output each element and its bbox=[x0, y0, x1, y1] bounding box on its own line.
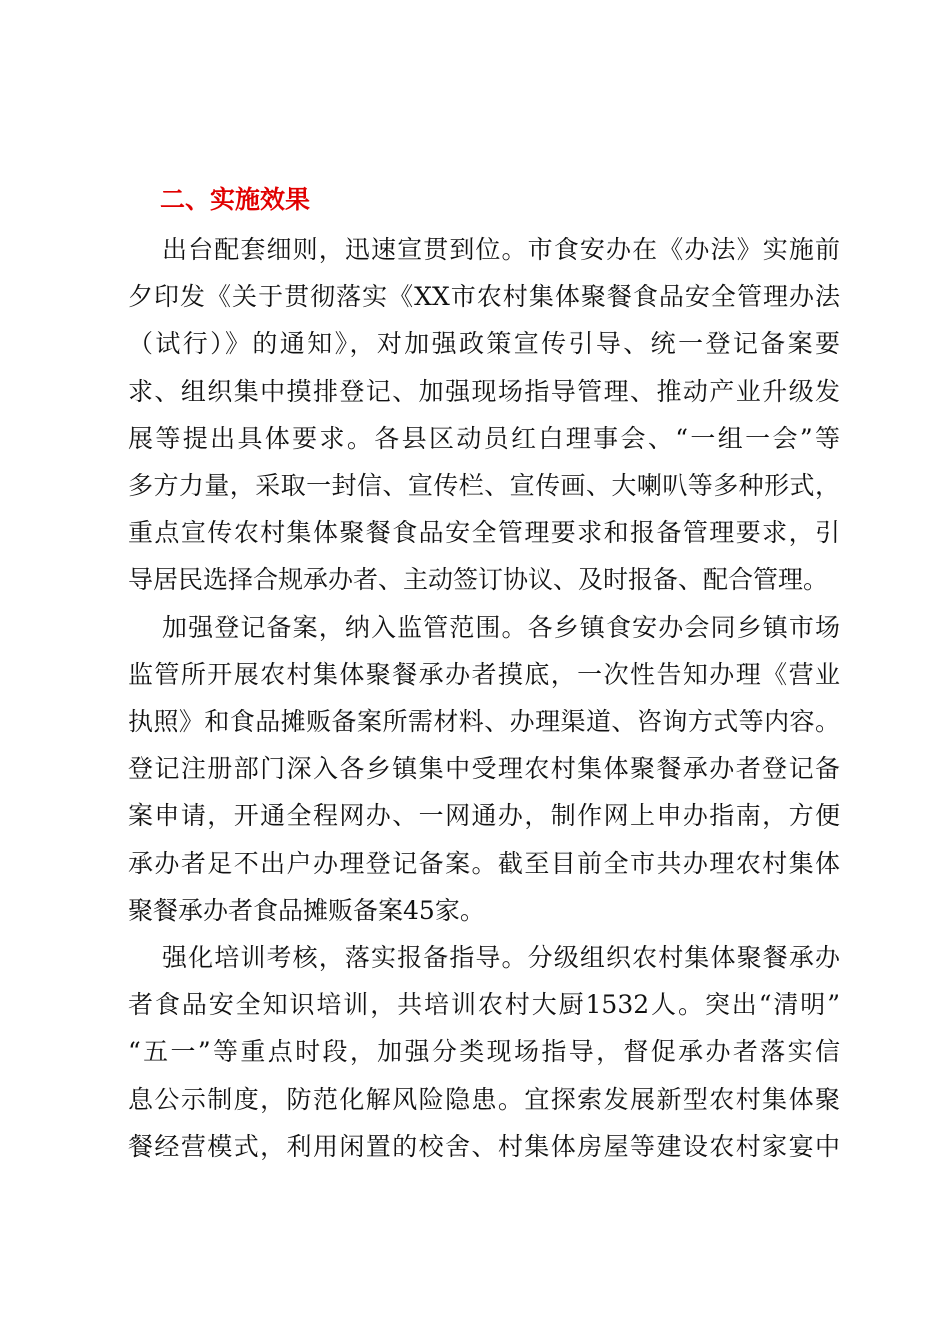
paragraph-line: （试行）》的通知》，对加强政策宣传引导、统一登记备案要 bbox=[128, 329, 840, 359]
paragraph-line: 展等提出具体要求。各县区动员红白理事会、“一组一会”等 bbox=[128, 423, 840, 453]
paragraph-line: 多方力量，采取一封信、宣传栏、宣传画、大喇叭等多种形式， bbox=[128, 471, 840, 501]
paragraph-line: 息公示制度，防范化解风险隐患。宜探索发展新型农村集体聚 bbox=[128, 1084, 840, 1114]
paragraph-line: 执照》和食品摊贩备案所需材料、办理渠道、咨询方式等内容。 bbox=[128, 707, 840, 737]
paragraph-3 bbox=[128, 934, 840, 1170]
paragraph-line: 登记注册部门深入各乡镇集中受理农村集体聚餐承办者登记备 bbox=[128, 754, 840, 784]
paragraph-line: 承办者足不出户办理登记备案。截至目前全市共办理农村集体 bbox=[128, 848, 840, 878]
paragraph-line: 加强登记备案，纳入监管范围。各乡镇食安办会同乡镇市场 bbox=[162, 612, 840, 642]
paragraph-line: 聚餐承办者食品摊贩备案45家。 bbox=[128, 895, 485, 925]
paragraph-line: 求、组织集中摸排登记、加强现场指导管理、推动产业升级发 bbox=[128, 376, 840, 406]
paragraph-line: 重点宣传农村集体聚餐食品安全管理要求和报备管理要求，引 bbox=[128, 518, 840, 548]
paragraph-line: 出台配套细则，迅速宣贯到位。市食安办在《办法》实施前 bbox=[162, 235, 840, 264]
paragraph-line: “五一”等重点时段，加强分类现场指导，督促承办者落实信 bbox=[128, 1037, 840, 1067]
paragraph-line: 监管所开展农村集体聚餐承办者摸底，一次性告知办理《营业 bbox=[128, 659, 840, 689]
paragraph-2 bbox=[128, 604, 840, 934]
paragraph-1 bbox=[128, 226, 840, 604]
paragraph-line: 案申请，开通全程网办、一网通办，制作网上申办指南，方便 bbox=[128, 801, 840, 831]
paragraph-line: 餐经营模式，利用闲置的校舍、村集体房屋等建设农村家宴中 bbox=[128, 1131, 840, 1161]
paragraph-line: 者食品安全知识培训，共培训农村大厨1532人。突出“清明” bbox=[128, 990, 840, 1020]
section-heading: 二、实施效果 bbox=[160, 185, 311, 214]
paragraph-line: 夕印发《关于贯彻落实《XX市农村集体聚餐食品安全管理办法 bbox=[128, 282, 840, 312]
body-text bbox=[128, 226, 840, 1170]
paragraph-line: 强化培训考核，落实报备指导。分级组织农村集体聚餐承办 bbox=[162, 943, 840, 973]
paragraph-line: 导居民选择合规承办者、主动签订协议、及时报备、配合管理。 bbox=[128, 565, 829, 595]
